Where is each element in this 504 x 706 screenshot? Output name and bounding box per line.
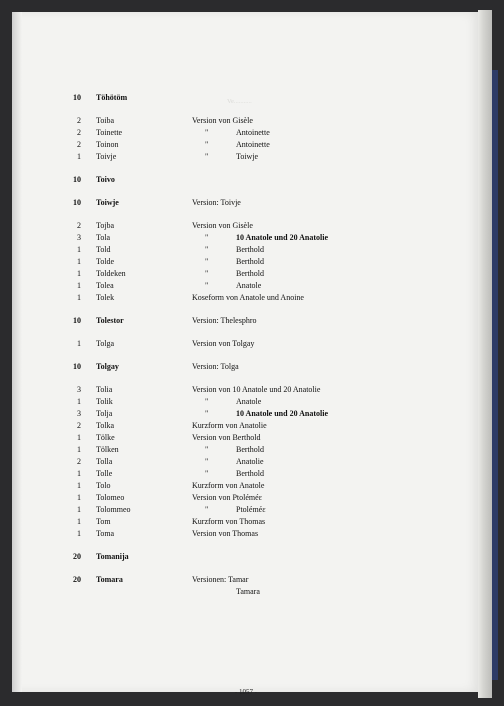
entry-value: 10 Anatole und 20 Anatolie [236, 233, 329, 242]
entry-number: 1 [77, 481, 81, 490]
list-entry [12, 529, 480, 541]
list-entry [12, 116, 480, 128]
entry-description: Versionen: Tamar [192, 575, 249, 584]
list-entry [12, 198, 480, 210]
ditto-mark: " [205, 152, 209, 161]
entry-description: Version von 10 Anatole und 20 Anatolie [192, 385, 321, 394]
entry-number: 2 [77, 140, 81, 149]
entry-number: 10 [73, 316, 81, 325]
entry-number: 2 [77, 221, 81, 230]
entry-description: Version von Thomas [192, 529, 259, 538]
entry-value: Berthold [236, 245, 264, 254]
entry-name: Tolek [96, 293, 115, 302]
book-page [12, 12, 480, 696]
entry-name: Toinon [96, 140, 119, 149]
entry-number: 3 [77, 409, 81, 418]
entry-description: Version von Gisèle [192, 221, 253, 230]
entry-name: Toldeken [96, 269, 126, 278]
list-entry [12, 552, 480, 564]
blue-bookmark [492, 70, 498, 680]
entry-description: Version von Gisèle [192, 116, 253, 125]
entry-name: Tola [96, 233, 111, 242]
entry-value: Antoinette [236, 128, 270, 137]
entry-value: Toiwje [236, 152, 259, 161]
entry-value: Anatole [236, 281, 262, 290]
list-entry [12, 457, 480, 469]
entry-name: Tolka [96, 421, 115, 430]
ditto-mark: " [205, 257, 209, 266]
entry-name: Tolla [96, 457, 113, 466]
list-entry [12, 175, 480, 187]
list-entry [12, 409, 480, 421]
page-number: - 1057 - [234, 688, 258, 696]
entry-number: 10 [73, 362, 81, 371]
entry-name: Tolo [96, 481, 111, 490]
entry-number: 20 [73, 575, 81, 584]
entry-value: Antoinette [236, 140, 270, 149]
list-entry [12, 269, 480, 281]
entry-name: Tolga [96, 339, 115, 348]
entry-description: Kurzform von Anatole [192, 481, 265, 490]
entry-name: Tolommeo [96, 505, 131, 514]
entry-value: Berthold [236, 445, 264, 454]
entry-name: Tojba [96, 221, 115, 230]
list-entry [12, 93, 480, 105]
list-entry [12, 469, 480, 481]
list-entry [12, 339, 480, 351]
ditto-mark: " [205, 505, 209, 514]
entry-value: Anatole [236, 397, 262, 406]
entry-name: Tolia [96, 385, 113, 394]
ditto-mark: " [205, 469, 209, 478]
entry-value: Ptoléméε [236, 505, 266, 514]
ditto-mark: " [205, 269, 209, 278]
list-entry [12, 362, 480, 374]
list-entry [12, 128, 480, 140]
entry-value: 10 Anatole und 20 Anatolie [236, 409, 329, 418]
list-entry [12, 281, 480, 293]
ditto-mark: " [205, 281, 209, 290]
list-entry [12, 233, 480, 245]
ditto-mark: " [205, 457, 209, 466]
entry-name: Tomanija [96, 552, 129, 561]
entry-number: 1 [77, 269, 81, 278]
entry-description: Version: Tolga [192, 362, 239, 371]
entry-number: 1 [77, 505, 81, 514]
entry-value: Berthold [236, 257, 264, 266]
entry-number: 1 [77, 339, 81, 348]
entry-value: Tamara [236, 587, 260, 596]
list-entry [12, 445, 480, 457]
entry-number: 3 [77, 385, 81, 394]
entry-name: Toiba [96, 116, 115, 125]
list-entry [12, 152, 480, 164]
list-entry [12, 517, 480, 529]
list-entry [12, 385, 480, 397]
ditto-mark: " [205, 128, 209, 137]
list-entry [12, 421, 480, 433]
bleed-through-text: Ve........... [227, 98, 252, 105]
entry-name: Tölke [96, 433, 115, 442]
list-entry [12, 397, 480, 409]
ditto-mark: " [205, 409, 209, 418]
entry-number: 1 [77, 529, 81, 538]
entry-number: 2 [77, 421, 81, 430]
entry-name: Tolgay [96, 362, 119, 371]
list-entry [12, 481, 480, 493]
entry-number: 10 [73, 93, 81, 102]
entry-name: Toinette [96, 128, 123, 137]
entry-description: Koseform von Anatole und Anoine [192, 293, 304, 302]
entry-name: Tolde [96, 257, 115, 266]
entry-number: 1 [77, 445, 81, 454]
ditto-mark: " [205, 233, 209, 242]
ditto-mark: " [205, 397, 209, 406]
entry-number: 1 [77, 257, 81, 266]
entry-description: Version: Toivje [192, 198, 241, 207]
entry-number: 1 [77, 493, 81, 502]
entry-number: 1 [77, 397, 81, 406]
page-edges [478, 10, 492, 698]
entry-name: Tom [96, 517, 111, 526]
entry-name: Toivo [96, 175, 115, 184]
list-entry [12, 587, 480, 599]
entry-number: 2 [77, 128, 81, 137]
entry-name: Tomara [96, 575, 123, 584]
entry-number: 1 [77, 517, 81, 526]
entry-number: 1 [77, 293, 81, 302]
entry-description: Kurzform von Thomas [192, 517, 266, 526]
ditto-mark: " [205, 245, 209, 254]
list-entry [12, 433, 480, 445]
entry-name: Toma [96, 529, 115, 538]
entry-number: 10 [73, 198, 81, 207]
entry-number: 2 [77, 457, 81, 466]
list-entry [12, 505, 480, 517]
entry-description: Version: Thelesphro [192, 316, 257, 325]
entry-name: Tölken [96, 445, 119, 454]
list-entry [12, 245, 480, 257]
entry-number: 1 [77, 433, 81, 442]
entry-number: 1 [77, 152, 81, 161]
entry-name: Tolea [96, 281, 114, 290]
entry-description: Version von Berthold [192, 433, 261, 442]
entry-name: Töhötöm [96, 93, 128, 102]
entry-name: Tolle [96, 469, 113, 478]
list-entry [12, 493, 480, 505]
entry-number: 1 [77, 469, 81, 478]
entry-name: Tolik [96, 397, 113, 406]
entry-number: 20 [73, 552, 81, 561]
entry-value: Anatolie [236, 457, 264, 466]
entry-number: 1 [77, 281, 81, 290]
entry-name: Tolomeo [96, 493, 125, 502]
list-entry [12, 140, 480, 152]
list-entry [12, 316, 480, 328]
list-entry [12, 575, 480, 587]
entry-name: Tolestor [96, 316, 124, 325]
entry-value: Berthold [236, 469, 264, 478]
ditto-mark: " [205, 445, 209, 454]
list-entry [12, 293, 480, 305]
entry-name: Toivje [96, 152, 117, 161]
entry-description: Version von Ptoléméε [192, 493, 263, 502]
entry-value: Berthold [236, 269, 264, 278]
entry-number: 1 [77, 245, 81, 254]
book-gutter [12, 12, 22, 692]
entry-number: 10 [73, 175, 81, 184]
ditto-mark: " [205, 140, 209, 149]
entry-name: Told [96, 245, 111, 254]
entry-number: 3 [77, 233, 81, 242]
entry-number: 2 [77, 116, 81, 125]
entry-description: Kurzform von Anatolie [192, 421, 267, 430]
entry-name: Toiwje [96, 198, 119, 207]
entry-description: Version von Tolgay [192, 339, 255, 348]
list-entry [12, 257, 480, 269]
list-entry [12, 221, 480, 233]
entry-name: Tolja [96, 409, 113, 418]
